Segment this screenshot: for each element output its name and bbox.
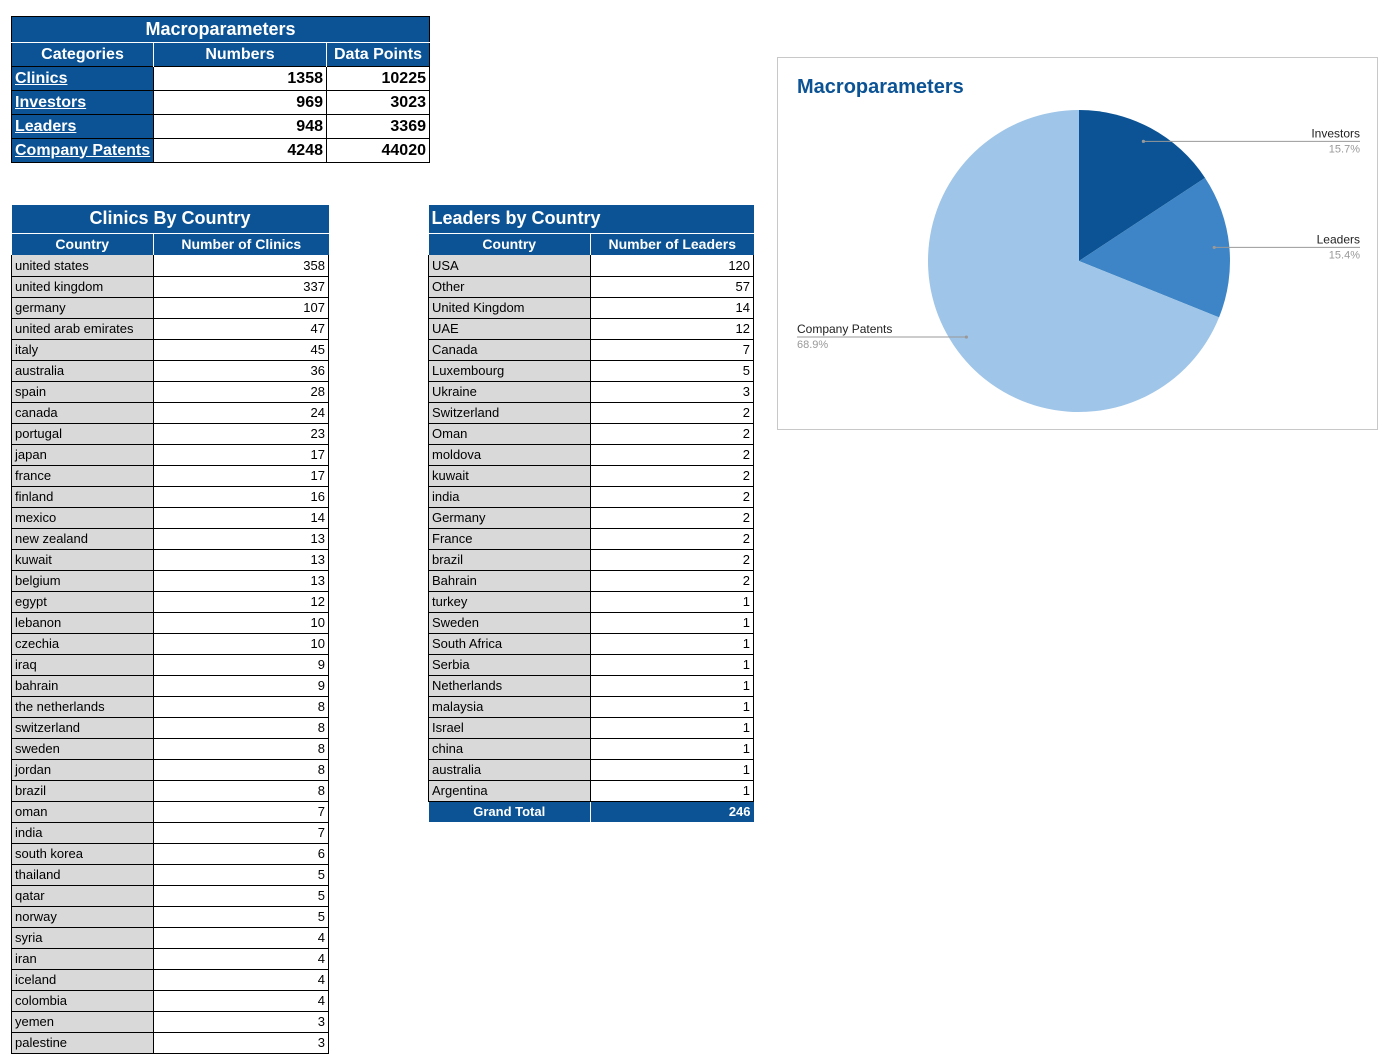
country-cell[interactable]: united arab emirates xyxy=(12,318,154,339)
table-row xyxy=(429,486,754,507)
count-cell[interactable]: 4 xyxy=(154,969,329,990)
country-cell[interactable]: syria xyxy=(12,927,154,948)
count-cell[interactable]: 12 xyxy=(591,318,754,339)
grand-total-label: Grand Total xyxy=(429,801,591,822)
count-cell[interactable]: 9 xyxy=(154,675,329,696)
count-cell[interactable]: 47 xyxy=(154,318,329,339)
country-cell[interactable]: South Africa xyxy=(429,633,591,654)
count-cell[interactable]: 2 xyxy=(591,444,754,465)
table-row xyxy=(12,927,329,948)
table-row xyxy=(12,654,329,675)
table-row xyxy=(429,276,754,297)
data-points-cell: 3023 xyxy=(327,91,430,115)
country-cell[interactable]: france xyxy=(12,465,154,486)
table-row xyxy=(429,759,754,780)
count-cell[interactable]: 3 xyxy=(154,1032,329,1053)
country-cell[interactable]: kuwait xyxy=(429,465,591,486)
country-cell[interactable]: the netherlands xyxy=(12,696,154,717)
numbers-cell: 969 xyxy=(154,91,327,115)
table-row xyxy=(429,654,754,675)
table-row xyxy=(12,612,329,633)
table-row xyxy=(12,717,329,738)
country-cell[interactable]: Germany xyxy=(429,507,591,528)
count-cell[interactable]: 2 xyxy=(591,402,754,423)
country-cell[interactable]: Argentina xyxy=(429,780,591,801)
count-cell[interactable]: 4 xyxy=(154,948,329,969)
count-cell[interactable]: 358 xyxy=(154,255,329,276)
count-cell[interactable]: 3 xyxy=(591,381,754,402)
country-cell[interactable]: yemen xyxy=(12,1011,154,1032)
table-row xyxy=(12,990,329,1011)
table-row xyxy=(429,423,754,444)
count-cell[interactable]: 6 xyxy=(154,843,329,864)
data-points-cell: 10225 xyxy=(327,67,430,91)
table-row xyxy=(12,843,329,864)
numbers-cell: 4248 xyxy=(154,139,327,163)
table-row xyxy=(429,381,754,402)
count-cell[interactable]: 4 xyxy=(154,927,329,948)
count-cell[interactable]: 2 xyxy=(591,486,754,507)
count-cell[interactable]: 7 xyxy=(591,339,754,360)
leaders-table-title: Leaders by Country xyxy=(429,205,754,233)
count-cell[interactable]: 1 xyxy=(591,738,754,759)
country-cell[interactable]: Ukraine xyxy=(429,381,591,402)
slice-label-leaders: Leaders xyxy=(1316,232,1360,247)
country-cell[interactable]: iraq xyxy=(12,654,154,675)
table-row xyxy=(12,906,329,927)
count-cell[interactable]: 1 xyxy=(591,780,754,801)
count-cell[interactable]: 14 xyxy=(591,297,754,318)
table-row xyxy=(429,633,754,654)
count-cell[interactable]: 9 xyxy=(154,654,329,675)
chart-title: Macroparameters xyxy=(797,76,964,98)
country-cell[interactable]: lebanon xyxy=(12,612,154,633)
count-cell[interactable]: 1 xyxy=(591,759,754,780)
table-row xyxy=(12,969,329,990)
header-numbers: Numbers xyxy=(154,43,327,67)
clinics-table-title: Clinics By Country xyxy=(12,205,329,233)
count-cell[interactable]: 2 xyxy=(591,465,754,486)
count-cell[interactable]: 23 xyxy=(154,423,329,444)
country-cell[interactable]: United Kingdom xyxy=(429,297,591,318)
macro-row-company-patents xyxy=(12,139,430,163)
country-cell[interactable]: iceland xyxy=(12,969,154,990)
count-cell[interactable]: 8 xyxy=(154,759,329,780)
country-cell[interactable]: iran xyxy=(12,948,154,969)
count-cell[interactable]: 17 xyxy=(154,465,329,486)
country-cell[interactable]: Oman xyxy=(429,423,591,444)
header-country: Country xyxy=(429,233,591,255)
count-cell[interactable]: 14 xyxy=(154,507,329,528)
country-cell[interactable]: Luxembourg xyxy=(429,360,591,381)
table-row xyxy=(12,381,329,402)
table-row xyxy=(12,948,329,969)
table-row xyxy=(12,276,329,297)
table-row xyxy=(429,255,754,276)
table-row xyxy=(12,255,329,276)
count-cell[interactable]: 13 xyxy=(154,549,329,570)
country-cell[interactable]: Other xyxy=(429,276,591,297)
table-row xyxy=(12,423,329,444)
count-cell[interactable]: 13 xyxy=(154,528,329,549)
table-row xyxy=(12,1011,329,1032)
link-company-patents[interactable]: Company Patents xyxy=(12,139,154,163)
country-cell[interactable]: south korea xyxy=(12,843,154,864)
count-cell[interactable]: 3 xyxy=(154,1011,329,1032)
country-cell[interactable]: canada xyxy=(12,402,154,423)
table-row xyxy=(12,822,329,843)
country-cell[interactable]: brazil xyxy=(12,780,154,801)
country-cell[interactable]: malaysia xyxy=(429,696,591,717)
table-row xyxy=(12,633,329,654)
table-row xyxy=(12,759,329,780)
count-cell[interactable]: 45 xyxy=(154,339,329,360)
macro-row-clinics xyxy=(12,67,430,91)
country-cell[interactable]: mexico xyxy=(12,507,154,528)
macroparameters-chart[interactable] xyxy=(777,57,1378,430)
country-cell[interactable]: palestine xyxy=(12,1032,154,1053)
table-row xyxy=(12,339,329,360)
link-leaders[interactable]: Leaders xyxy=(12,115,154,139)
country-cell[interactable]: egypt xyxy=(12,591,154,612)
table-row xyxy=(12,570,329,591)
link-clinics[interactable]: Clinics xyxy=(12,67,154,91)
table-row xyxy=(429,675,754,696)
country-cell[interactable]: portugal xyxy=(12,423,154,444)
table-row xyxy=(429,696,754,717)
country-cell[interactable]: new zealand xyxy=(12,528,154,549)
count-cell[interactable]: 17 xyxy=(154,444,329,465)
table-row xyxy=(429,591,754,612)
clinics-by-country-table xyxy=(11,205,329,1054)
header-data-points: Data Points xyxy=(327,43,430,67)
leader-dot xyxy=(1213,246,1216,249)
country-cell[interactable]: germany xyxy=(12,297,154,318)
table-row xyxy=(12,297,329,318)
grand-total-row xyxy=(429,801,754,822)
table-row xyxy=(429,507,754,528)
table-row xyxy=(12,885,329,906)
header-categories: Categories xyxy=(12,43,154,67)
country-cell[interactable]: kuwait xyxy=(12,549,154,570)
table-row xyxy=(12,465,329,486)
table-row xyxy=(12,486,329,507)
count-cell[interactable]: 12 xyxy=(154,591,329,612)
count-cell[interactable]: 5 xyxy=(154,906,329,927)
country-cell[interactable]: Serbia xyxy=(429,654,591,675)
count-cell[interactable]: 5 xyxy=(591,360,754,381)
count-cell[interactable]: 337 xyxy=(154,276,329,297)
count-cell[interactable]: 5 xyxy=(154,864,329,885)
macroparameters-title: Macroparameters xyxy=(12,17,430,43)
count-cell[interactable]: 2 xyxy=(591,528,754,549)
table-row xyxy=(429,612,754,633)
country-cell[interactable]: china xyxy=(429,738,591,759)
country-cell[interactable]: qatar xyxy=(12,885,154,906)
table-row xyxy=(12,801,329,822)
header-country: Country xyxy=(12,233,154,255)
count-cell[interactable]: 8 xyxy=(154,738,329,759)
table-row xyxy=(12,675,329,696)
count-cell[interactable]: 13 xyxy=(154,570,329,591)
count-cell[interactable]: 2 xyxy=(591,549,754,570)
count-cell[interactable]: 7 xyxy=(154,801,329,822)
table-row xyxy=(12,591,329,612)
table-row xyxy=(429,780,754,801)
table-row xyxy=(429,444,754,465)
country-cell[interactable]: finland xyxy=(12,486,154,507)
numbers-cell: 1358 xyxy=(154,67,327,91)
country-cell[interactable]: moldova xyxy=(429,444,591,465)
table-row xyxy=(429,297,754,318)
table-row xyxy=(429,465,754,486)
table-row xyxy=(12,864,329,885)
table-row xyxy=(429,339,754,360)
country-cell[interactable]: thailand xyxy=(12,864,154,885)
table-row xyxy=(429,402,754,423)
count-cell[interactable]: 57 xyxy=(591,276,754,297)
country-cell[interactable]: jordan xyxy=(12,759,154,780)
count-cell[interactable]: 1 xyxy=(591,717,754,738)
country-cell[interactable]: sweden xyxy=(12,738,154,759)
numbers-cell: 948 xyxy=(154,115,327,139)
count-cell[interactable]: 1 xyxy=(591,591,754,612)
table-row xyxy=(12,507,329,528)
table-row xyxy=(12,360,329,381)
country-cell[interactable]: bahrain xyxy=(12,675,154,696)
table-row xyxy=(429,570,754,591)
country-cell[interactable]: UAE xyxy=(429,318,591,339)
leader-dot xyxy=(1142,140,1145,143)
table-row xyxy=(12,780,329,801)
country-cell[interactable]: switzerland xyxy=(12,717,154,738)
country-cell[interactable]: USA xyxy=(429,255,591,276)
count-cell[interactable]: 7 xyxy=(154,822,329,843)
slice-label-investors: Investors xyxy=(1311,126,1360,141)
slice-percent-company-patents: 68.9% xyxy=(797,339,829,352)
table-row xyxy=(429,738,754,759)
table-row xyxy=(12,549,329,570)
count-cell[interactable]: 2 xyxy=(591,570,754,591)
slice-label-company-patents: Company Patents xyxy=(797,322,893,337)
data-points-cell: 3369 xyxy=(327,115,430,139)
count-cell[interactable]: 28 xyxy=(154,381,329,402)
table-row xyxy=(12,318,329,339)
country-cell[interactable]: brazil xyxy=(429,549,591,570)
count-cell[interactable]: 8 xyxy=(154,717,329,738)
table-row xyxy=(12,1032,329,1053)
data-points-cell: 44020 xyxy=(327,139,430,163)
table-row xyxy=(12,738,329,759)
count-cell[interactable]: 36 xyxy=(154,360,329,381)
count-cell[interactable]: 1 xyxy=(591,675,754,696)
header-number-of-leaders: Number of Leaders xyxy=(591,233,754,255)
count-cell[interactable]: 5 xyxy=(154,885,329,906)
country-cell[interactable]: Israel xyxy=(429,717,591,738)
country-cell[interactable]: norway xyxy=(12,906,154,927)
count-cell[interactable]: 1 xyxy=(591,633,754,654)
country-cell[interactable]: spain xyxy=(12,381,154,402)
country-cell[interactable]: oman xyxy=(12,801,154,822)
country-cell[interactable]: australia xyxy=(12,360,154,381)
pie-chart-svg xyxy=(778,58,1377,429)
count-cell[interactable]: 16 xyxy=(154,486,329,507)
count-cell[interactable]: 2 xyxy=(591,423,754,444)
count-cell[interactable]: 107 xyxy=(154,297,329,318)
country-cell[interactable]: Canada xyxy=(429,339,591,360)
country-cell[interactable]: Netherlands xyxy=(429,675,591,696)
count-cell[interactable]: 8 xyxy=(154,696,329,717)
table-row xyxy=(12,696,329,717)
count-cell[interactable]: 8 xyxy=(154,780,329,801)
header-number-of-clinics: Number of Clinics xyxy=(154,233,329,255)
slice-percent-leaders: 15.4% xyxy=(1328,249,1360,262)
table-row xyxy=(12,402,329,423)
macro-row-investors xyxy=(12,91,430,115)
macroparameters-table xyxy=(11,16,430,163)
table-row xyxy=(429,549,754,570)
country-cell[interactable]: colombia xyxy=(12,990,154,1011)
country-cell[interactable]: japan xyxy=(12,444,154,465)
leader-dot xyxy=(965,335,968,338)
country-cell[interactable]: France xyxy=(429,528,591,549)
table-row xyxy=(12,528,329,549)
country-cell[interactable]: turkey xyxy=(429,591,591,612)
count-cell[interactable]: 10 xyxy=(154,612,329,633)
leaders-by-country-table xyxy=(428,205,754,822)
count-cell[interactable]: 10 xyxy=(154,633,329,654)
country-cell[interactable]: australia xyxy=(429,759,591,780)
count-cell[interactable]: 1 xyxy=(591,696,754,717)
table-row xyxy=(429,528,754,549)
country-cell[interactable]: Switzerland xyxy=(429,402,591,423)
country-cell[interactable]: italy xyxy=(12,339,154,360)
count-cell[interactable]: 4 xyxy=(154,990,329,1011)
table-row xyxy=(429,318,754,339)
count-cell[interactable]: 2 xyxy=(591,507,754,528)
country-cell[interactable]: india xyxy=(429,486,591,507)
country-cell[interactable]: united kingdom xyxy=(12,276,154,297)
count-cell[interactable]: 1 xyxy=(591,612,754,633)
country-cell[interactable]: czechia xyxy=(12,633,154,654)
table-row xyxy=(12,444,329,465)
table-row xyxy=(429,360,754,381)
slice-percent-investors: 15.7% xyxy=(1328,143,1360,156)
country-cell[interactable]: india xyxy=(12,822,154,843)
count-cell[interactable]: 120 xyxy=(591,255,754,276)
country-cell[interactable]: belgium xyxy=(12,570,154,591)
count-cell[interactable]: 24 xyxy=(154,402,329,423)
country-cell[interactable]: Bahrain xyxy=(429,570,591,591)
macro-row-leaders xyxy=(12,115,430,139)
table-row xyxy=(429,717,754,738)
country-cell[interactable]: Sweden xyxy=(429,612,591,633)
grand-total-value: 246 xyxy=(591,801,754,822)
link-investors[interactable]: Investors xyxy=(12,91,154,115)
country-cell[interactable]: united states xyxy=(12,255,154,276)
count-cell[interactable]: 1 xyxy=(591,654,754,675)
